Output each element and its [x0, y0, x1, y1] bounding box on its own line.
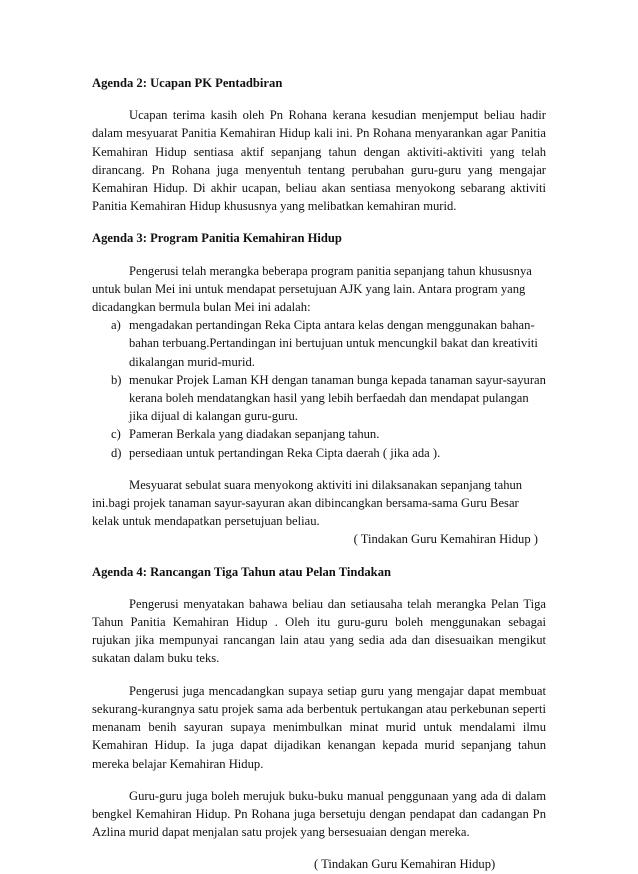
agenda-4-action-note: ( Tindakan Guru Kemahiran Hidup) [314, 857, 496, 872]
agenda-2-heading: Agenda 2: Ucapan PK Pentadbiran [92, 76, 283, 90]
document-page [92, 74, 546, 874]
list-item [92, 425, 546, 443]
list-item [92, 316, 546, 371]
agenda-3-closing: Mesyuarat sebulat suara menyokong aktiviti ini dilaksanakan sepanjang tahun ini.bagi projek tanaman sayur-sayuran akan dibincangkan bersama-sama Guru Besar kelak untuk mendapatkan persetujuan beliau. [92, 477, 523, 529]
list-marker: d) [111, 445, 122, 460]
list-item-text: menukar Projek Laman KH dengan tanaman bunga kepada tanaman sayur-sayuran kerana boleh mendatangkan hasil yang lebih berfaedah dan mendapat pulangan jika dijual di kalangan guru-guru. [129, 372, 546, 424]
agenda-4-paragraph-2: Pengerusi juga mencadangkan supaya setiap guru yang mengajar dapat membuat sekurang-kurangnya satu projek sama ada berbentuk pertukangan atau perkebunan seperti menanam benih sayuran supaya menimbulkan minat murid untuk mendalami ilmu Kemahiran Hidup. Ia juga dapat dijadikan kenangan kepada murid sepanjang tahun mereka belajar Kemahiran Hidup. [92, 683, 546, 771]
list-marker: a) [111, 318, 121, 333]
list-item-text: Pameran Berkala yang diadakan sepanjang tahun. [129, 427, 380, 442]
agenda-2-section [92, 74, 546, 215]
agenda-4-paragraph-1: Pengerusi menyatakan bahawa beliau dan setiausaha telah merangka Pelan Tiga Tahun Panitia Kemahiran Hidup . Oleh itu guru-guru boleh menggunakan sebagai rujukan jika mempunyai rancangan lain atau yang sedia ada dan disesuaikan mengikut sukatan dalam buku teks. [92, 596, 546, 666]
agenda-2-paragraph: Ucapan terima kasih oleh Pn Rohana kerana kesudian menjemput beliau hadir dalam mesyuarat Panitia Kemahiran Hidup kali ini. Pn Rohana menyarankan agar Panitia Kemahiran Hidup sentiasa aktif sepanjang tahun dengan aktiviti-aktiviti yang telah dirancang. Pn Rohana juga menyentuh tentang perubahan guru-guru yang mengajar Kemahiran Hidup. Di akhir ucapan, beliau akan sentiasa menyokong sebarang aktiviti Panitia Kemahiran Hidup khususnya yang melibatkan kemahiran murid. [92, 108, 546, 214]
agenda-3-section [92, 229, 546, 548]
agenda-3-program-list [92, 316, 546, 462]
agenda-3-action-note: ( Tindakan Guru Kemahiran Hidup ) [353, 532, 538, 547]
list-item [92, 444, 546, 462]
agenda-4-paragraph-3: Guru-guru juga boleh merujuk buku-buku manual penggunaan yang ada di dalam bengkel Kemahiran Hidup. Pn Rohana juga bersetuju dengan pendapat dan cadangan Pn Azlina murid dapat menjalan satu projek yang bersesuaian dengan mereka. [92, 788, 546, 840]
list-marker: c) [111, 427, 121, 442]
list-item [92, 371, 546, 426]
agenda-3-intro: Pengerusi telah merangka beberapa program panitia sepanjang tahun khususnya untuk bulan Mei ini untuk mendapat persetujuan AJK yang lain. Antara program yang dicadangkan bermula bulan Mei ini adalah: [92, 263, 532, 315]
list-item-text: mengadakan pertandingan Reka Cipta antara kelas dengan menggunakan bahan-bahan terbuang.Pertandingan ini bertujuan untuk mencungkil bakat dan kreativiti dikalangan murid-murid. [129, 318, 538, 369]
list-item-text: persediaan untuk pertandingan Reka Cipta daerah ( jika ada ). [129, 445, 441, 460]
list-marker: b) [111, 372, 122, 387]
agenda-4-heading: Agenda 4: Rancangan Tiga Tahun atau Pelan Tindakan [92, 564, 391, 579]
agenda-4-section [92, 563, 546, 874]
agenda-3-heading: Agenda 3: Program Panitia Kemahiran Hidup [92, 231, 342, 246]
